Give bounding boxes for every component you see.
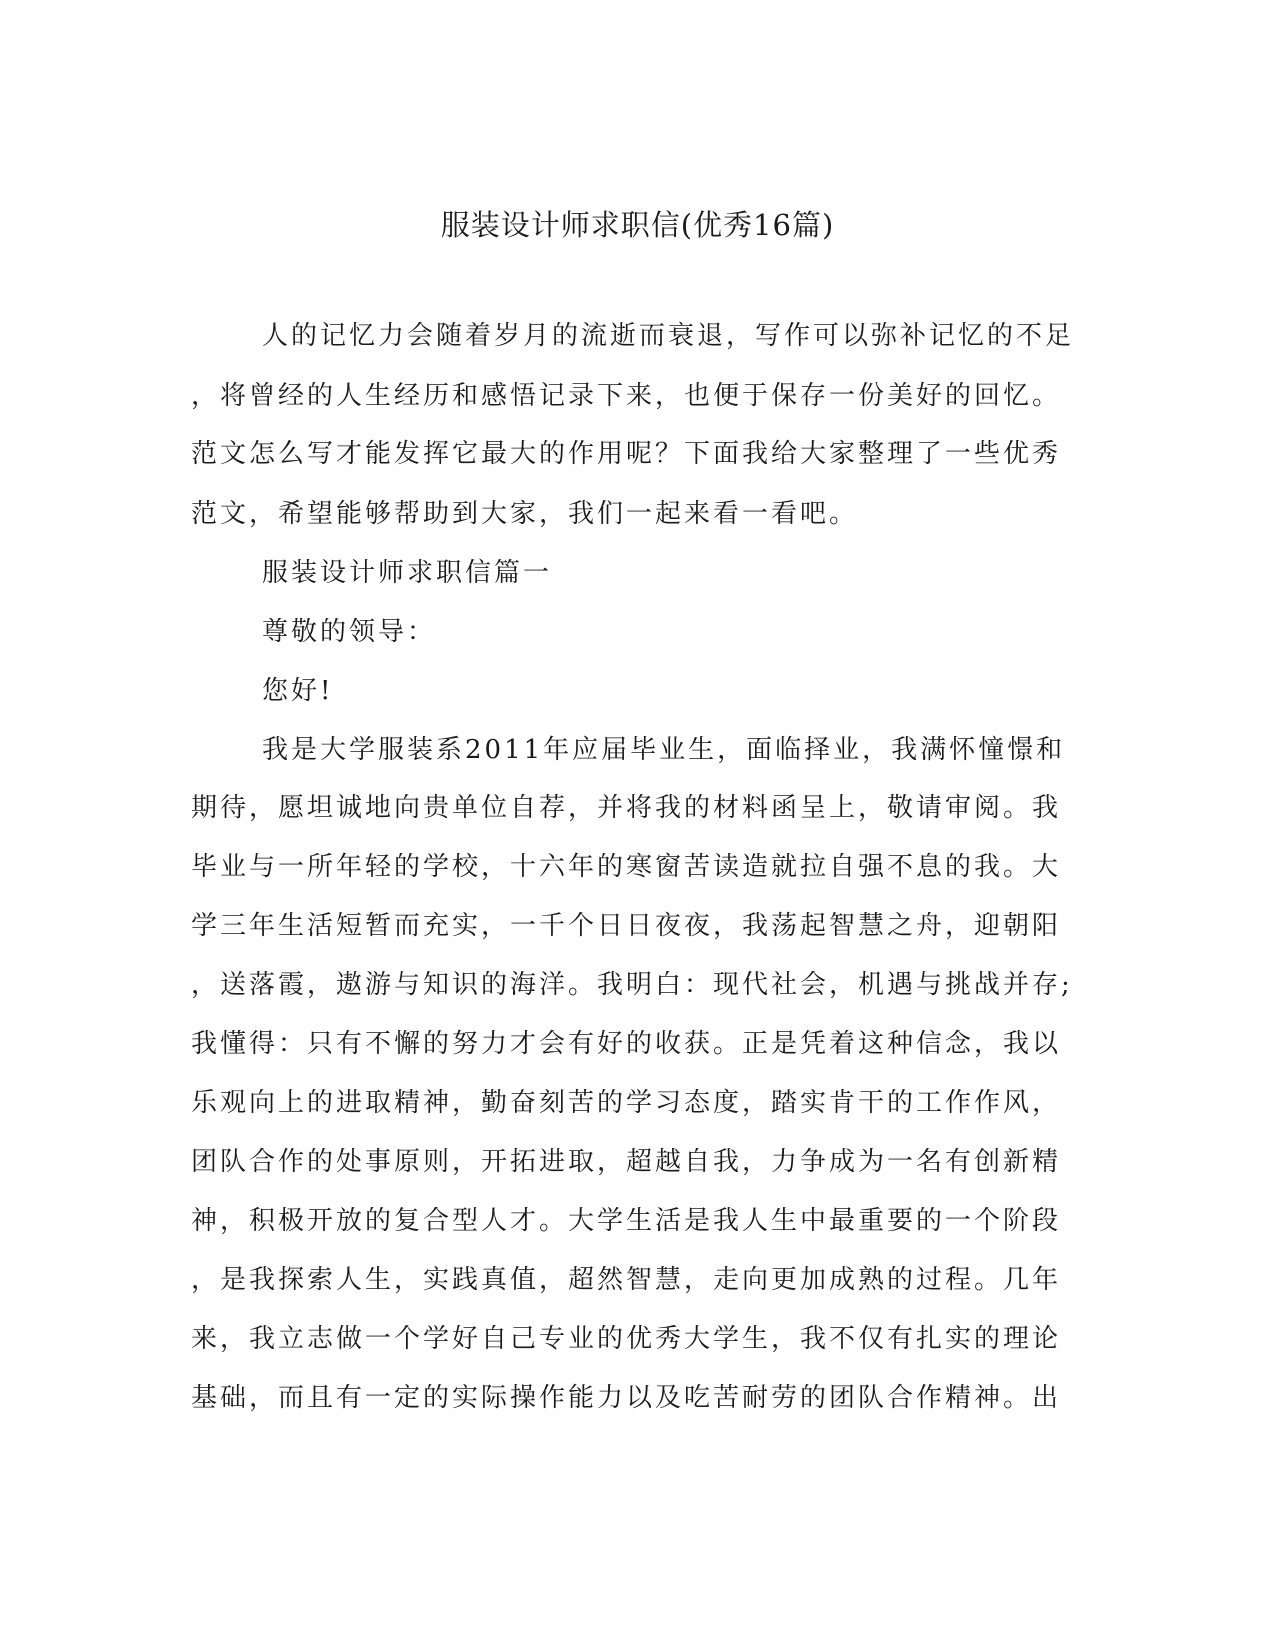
body-line: 来，我立志做一个学好自己专业的优秀大学生，我不仅有扎实的理论 (191, 1324, 1062, 1354)
intro-line: 人的记忆力会随着岁月的流逝而衰退，写作可以弥补记忆的不足 (262, 321, 1075, 351)
intro-line: 范文，希望能够帮助到大家，我们一起来看一看吧。 (191, 499, 859, 529)
body-line: 基础，而且有一定的实际操作能力以及吃苦耐劳的团队合作精神。出 (191, 1383, 1062, 1413)
document-title: 服装设计师求职信(优秀16篇) (440, 208, 835, 242)
body-line: 团队合作的处事原则，开拓进取，超越自我，力争成为一名有创新精 (191, 1147, 1062, 1177)
body-line: 期待，愿坦诚地向贵单位自荐，并将我的材料函呈上，敬请审阅。我 (191, 793, 1062, 823)
body-line: 学三年生活短暂而充实，一千个日日夜夜，我荡起智慧之舟，迎朝阳 (191, 911, 1062, 941)
salutation: 尊敬的领导： (262, 617, 437, 647)
intro-line: ，将曾经的人生经历和感悟记录下来，也便于保存一份美好的回忆。 (191, 381, 1062, 411)
greeting: 您好! (262, 676, 334, 706)
body-line: 毕业与一所年轻的学校，十六年的寒窗苦读造就拉自强不息的我。大 (191, 852, 1062, 882)
body-line: 神，积极开放的复合型人才。大学生活是我人生中最重要的一个阶段 (191, 1206, 1062, 1236)
body-line: 乐观向上的进取精神，勤奋刻苦的学习态度，踏实肯干的工作作风， (191, 1088, 1062, 1118)
body-line: 我懂得：只有不懈的努力才会有好的收获。正是凭着这种信念，我以 (191, 1029, 1062, 1059)
body-line: ，是我探索人生，实践真值，超然智慧，走向更加成熟的过程。几年 (191, 1265, 1062, 1295)
intro-line: 范文怎么写才能发挥它最大的作用呢？下面我给大家整理了一些优秀 (191, 439, 1062, 469)
body-line: ，送落霞，遨游与知识的海洋。我明白：现代社会，机遇与挑战并存; (191, 970, 1073, 1000)
section-heading: 服装设计师求职信篇一 (262, 558, 553, 588)
body-line: 我是大学服装系2011年应届毕业生，面临择业，我满怀憧憬和 (262, 735, 1066, 765)
